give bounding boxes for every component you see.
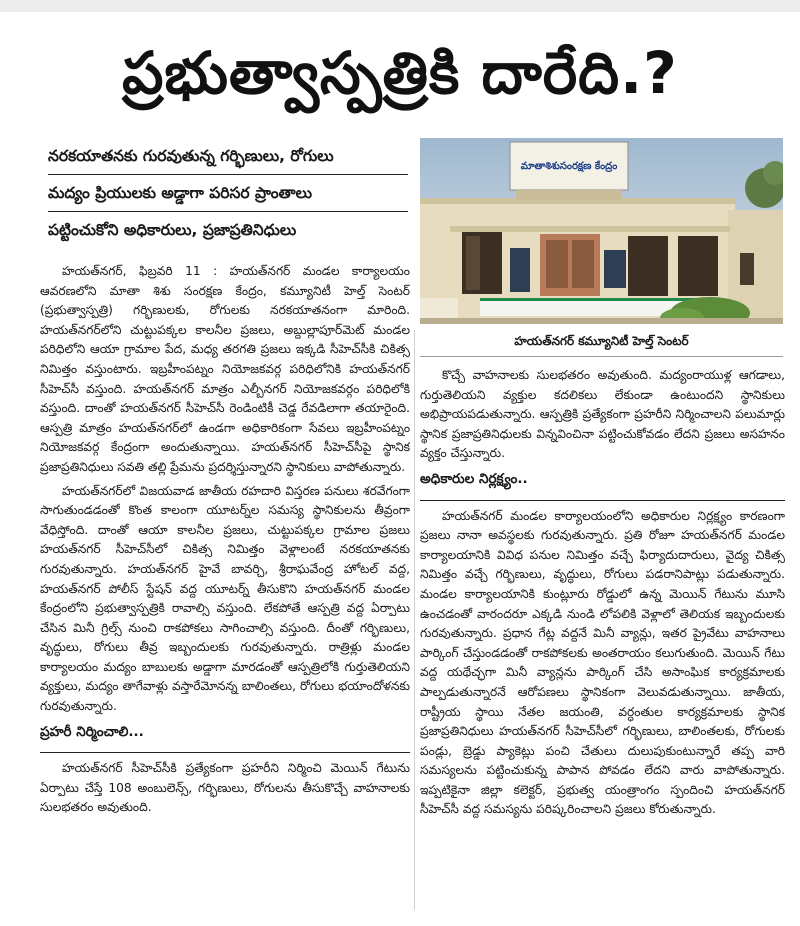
column-divider [414, 330, 415, 910]
section-heading-wrap-2 [420, 470, 785, 501]
photo-caption: హయత్‌నగర్ కమ్యూనిటీ హెల్త్ సెంటర్ [420, 326, 783, 357]
subhead-1: నరకయాతనకు గురవుతున్న గర్భిణులు, రోగులు [48, 138, 408, 175]
headline: ప్రభుత్వాస్పత్రికి దారేది.? [122, 39, 678, 107]
article-column-2 [420, 366, 785, 910]
paragraph-1: హయత్‌నగర్, ఫిబ్రవరి 11 : హయత్‌నగర్ మండల కార్యాలయం ఆవరణలోని మాతా శిశు సంరక్షణ కేంద్రం, కమ్యూనిటీ హెల్త్ సెంటర్ (ప్రభుత్వాస్పత్రి) గర్భిణులకు, రోగులకు నరకయాతనంగా మారింది. హయత్‌నగర్‌లోని చుట్టుపక్కల కాలనీల ప్రజలు, అబ్దుల్లాపూర్‌మెట్ మండల పరిధిలోని ఆయా గ్రామాల పేద, మధ్య తరగతి ప్రజలు ఇక్కడి సీహెచ్‌సీకి చికిత్స నిమిత్తం వస్తుంటారు. ఇబ్రహీంపట్నం నియోజకవర్గ పరిధిలోనికి హయత్‌నగర్ సీహెచ్‌సీ వస్తుంది. హయత్‌నగర్ మాత్రం ఎల్బీనగర్ నియోజకవర్గం పరిధిలోకి వస్తుంది. దాంతో హయత్‌నగర్ సీహెచ్‌సీ రెండింటికీ చెడ్డ రేవడిలాగా తయారైంది. ఆస్పత్రి మాత్రం హయత్‌నగర్‌లో ఉండగా అధికారికంగా సేవలు ఇబ్రహీంపట్నం నియోజకవర్గ కేంద్రంగా అందుతున్నాయి. హయత్‌నగర్ సీహెచ్‌సీపై స్థానిక ప్రజాప్రతినిధులు సవతి తల్లి ప్రేమను ప్రదర్శిస్తున్నారని స్థానికులు వాపోతున్నారు. [40, 264, 410, 474]
subhead-2: మద్యం ప్రియులకు అడ్డాగా పరిసర ప్రాంతాలు [48, 175, 408, 212]
subhead-3: పట్టించుకోని అధికారులు, ప్రజాప్రతినిధులు [48, 221, 297, 239]
sign-text: మాతాశిశుసంరక్షణ కేంద్రం [520, 161, 618, 172]
paragraph-5: హయత్‌నగర్ మండల కార్యాలయంలోని అధికారుల నిర్లక్ష్యం కారణంగా ప్రజలు నానా అవస్థలకు గురవుతున్నారు. ప్రతి రోజూ హయత్‌నగర్ మండల కార్యాలయానికి వివిధ పనుల నిమిత్తం వచ్చే ఫిర్యాదుదారులు, వైద్య చికిత్స నిమిత్తం వచ్చే గర్భిణులు, వృద్ధులు, రోగులు పడరానిపాట్లు పడుతున్నారు. మండల కార్యాలయానికి కుంట్లూరు రోడ్డులో ఉన్న మెయిన్ గేటును మూసి ఉంచడంతో వారందరూ ఎక్కడి నుండి లోపలికి వెళ్లాలో తెలియక ఇబ్బందులకు గురవుతున్నారు. ప్రధాన గేట్ల వద్దనే మినీ వ్యాన్లు, ఇతర ప్రైవేటు వాహనాలు పార్కింగ్ చేస్తుండడంతో రాకపోకలకు అంతరాయం కలుగుతుంది. మెయిన్ గేటు వద్ద యథేచ్ఛగా మినీ వ్యాన్లను పార్కింగ్ చేసి అసాంఘిక కార్యక్రమాలకు పాల్పడుతున్నారనే ఆరోపణలు స్థానికంగా వెలువడుతున్నాయి. జాతీయ, రాష్ట్రీయ స్థాయి నేతల జయంతి, వర్ధంతుల కార్యక్రమాలకు స్థానిక ప్రజాప్రతినిధులు హయత్‌నగర్ సీహెచ్‌సీలో గర్భిణులు, బాలింతలకు, రోగులకు పండ్లు, బ్రెడ్డు ప్యాకెట్లు పంచి చేతులు దులుపుకుంటున్నారే తప్ప వారి సమస్యలను పట్టించుకున్న పాపాన పోవడం లేదని వారు వాపోతున్నారు. ఇప్పటికైనా జిల్లా కలెక్టర్, ప్రభుత్వ యంత్రాంగం స్పందించి హయత్‌నగర్ సీహెచ్‌సీ వద్ద సమస్యను పరిష్కరించాలని ప్రజలు కోరుతున్నారు. [420, 508, 785, 817]
subheadings [48, 138, 408, 248]
section-heading-wrap [40, 723, 410, 754]
top-strip [0, 0, 800, 12]
paragraph-4: కొచ్చే వాహనాలకు సులభతరం అవుతుంది. మద్యంరాయుళ్ల ఆగడాలు, గుర్తుతెలియని వ్యక్తుల కదలికలు లేకుండా ఉంటుందని స్థానికులు అభిప్రాయపడుతున్నారు. ఆస్పత్రికి ప్రత్యేకంగా ప్రహరీని నిర్మించాలని పలుమార్లు స్థానిక ప్రజాప్రతినిధులకు విన్నవించినా పట్టించుకోవడం లేదని ప్రజలు అసహనం వ్యక్తం చేస్తున్నారు. [420, 368, 785, 461]
paragraph-2: హయత్‌నగర్‌లో విజయవాడ జాతీయ రహదారి విస్తరణ పనులు శరవేగంగా సాగుతుండడంతో కొంత కాలంగా యూటర్న్‌ల సమస్య స్థానికులను తీవ్రంగా వేధిస్తోంది. దాంతో ఆయా కాలనీల ప్రజలు, చుట్టుపక్కల గ్రామాల ప్రజలు హయత్‌నగర్ సీహెచ్‌సీలో చికిత్స నిమిత్తం వెళ్లాలంటే నరకయాతనకు గురవుతున్నారు. హయత్‌నగర్ హైవే బావర్చి, శ్రీరాఘవేంద్ర హోటల్ వద్ద, హయత్‌నగర్ పోలీస్ స్టేషన్ వద్ద యూటర్న్ తీసుకొని హయత్‌నగర్ మండల కేంద్రంలోని ప్రభుత్వాస్పత్రికి రావాల్సి వస్తుంది. లేకపోతే ఆస్పత్రి వద్ద ఏర్పాటు చేసిన మినీ గ్రిల్స్ నుంచి రాకపోకలు సాగించాల్సి వస్తుంది. దీంతో గర్భిణులు, వృద్ధులు, రోగులు తీవ్ర ఇబ్బందులకు గురవుతున్నారు. రాత్రిళ్లు మండల కార్యాలయం మద్యం బాబులకు అడ్డాగా మారడంతో ఆస్పత్రిలోకి గుర్తుతెలియని వ్యక్తులు, మద్యం తాగేవాళ్లు వస్తారేమోనన్న బాలింతలు, రోగులు భయాందోళనకు గురవుతున్నారు. [40, 483, 410, 714]
section-heading-negligence: అధికారుల నిర్లక్ష్యం.. [420, 470, 528, 487]
article-column-1 [40, 262, 410, 910]
hospital-photo [420, 138, 783, 324]
paragraph-3: హయత్‌నగర్ సీహెచ్‌సీకి ప్రత్యేకంగా ప్రహరీని నిర్మించి మెయిన్ గేటును ఏర్పాటు చేస్తే 108 అంబులెన్స్, గర్భిణులు, రోగులను తీసుకొచ్చే వాహనాలకు సులభతరం అవుతుంది. [40, 761, 410, 815]
section-heading-wall: ప్రహరీ నిర్మించాలి... [40, 723, 144, 740]
